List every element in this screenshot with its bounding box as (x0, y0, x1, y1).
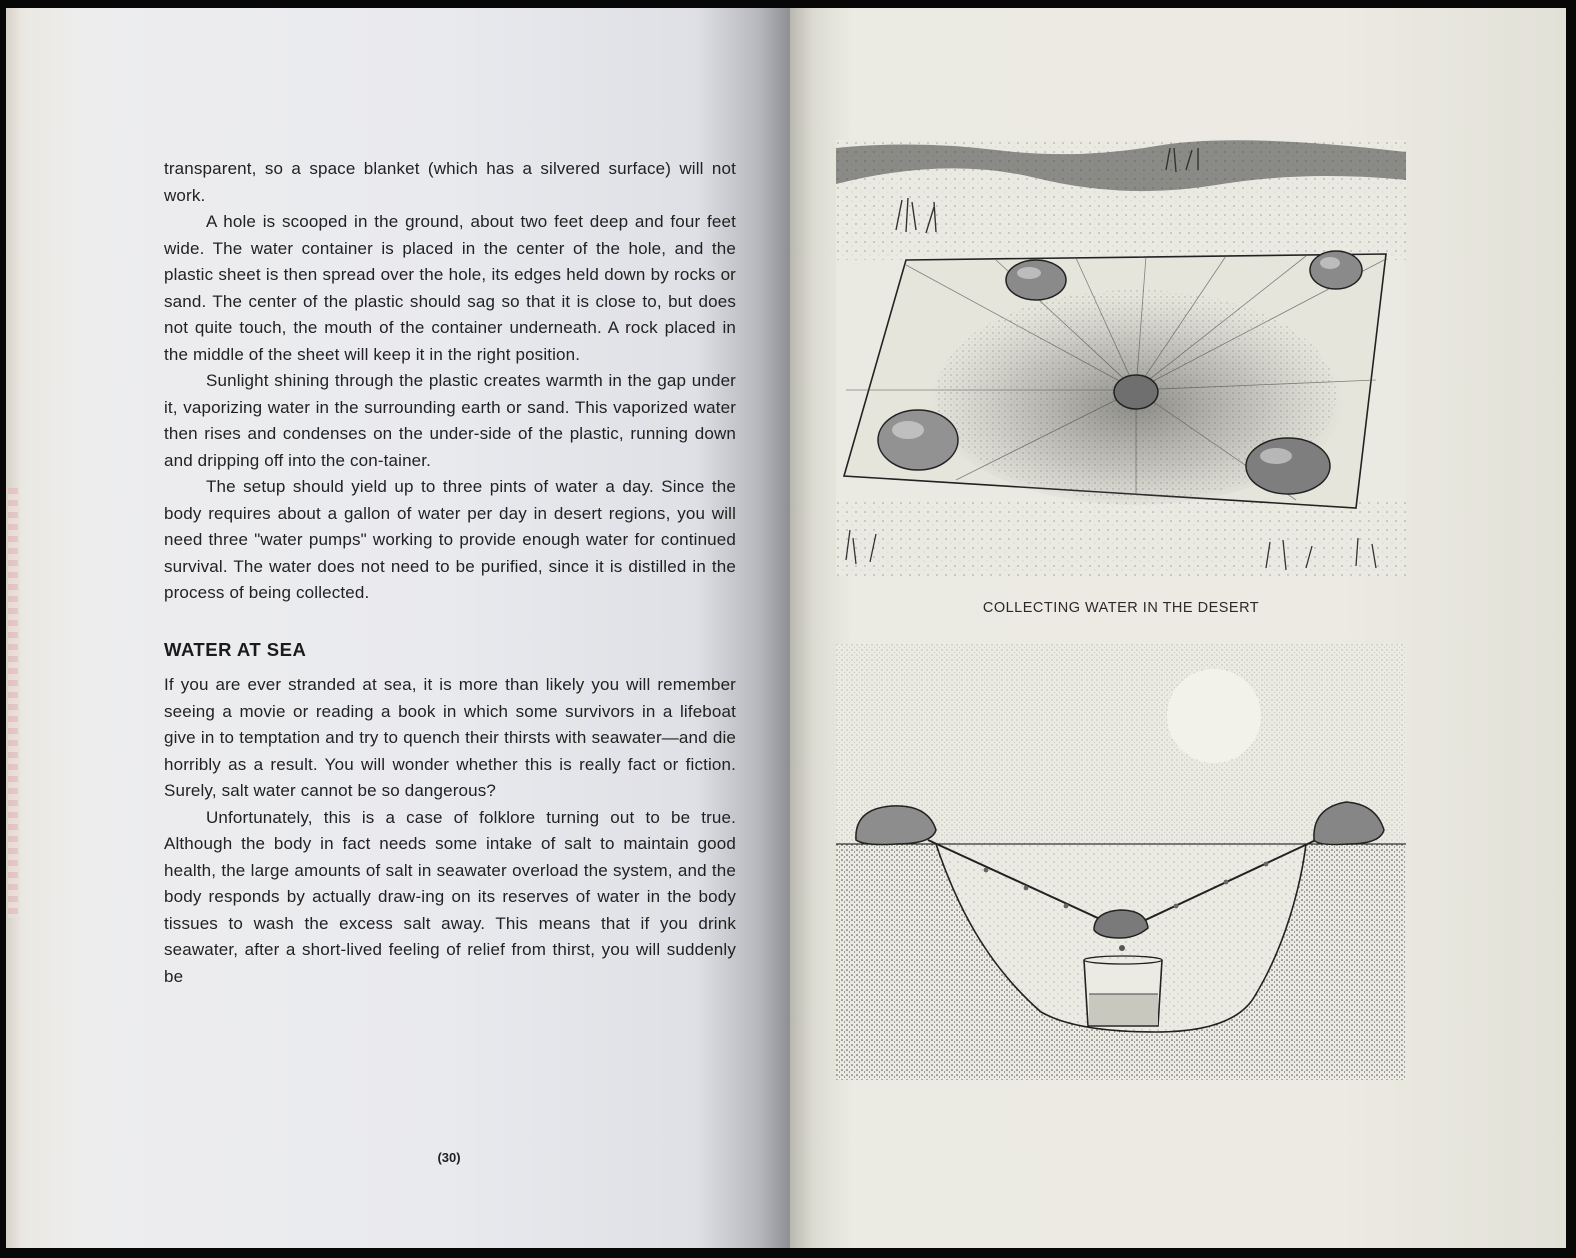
page-number: (30) (437, 1150, 461, 1165)
library-stamp (8, 488, 18, 918)
page-edge (6, 8, 22, 1248)
left-page (6, 8, 790, 1248)
paragraph: Sunlight shining through the plastic creates warmth in the gap under it, vaporizing water in the surrounding earth or sand. This vaporized water then rises and condenses on the under-side of the plastic, running down and dripping off into the con-tainer. (164, 371, 736, 470)
paragraph: transparent, so a space blanket (which has a silvered surface) will not work. (164, 159, 736, 205)
paragraph: The setup should yield up to three pints of water a day. Since the body requires about a gallon of water per day in desert regions, you will need three "water pumps" working to provide enough water for continued survival. The water does not need to be purified, since it is distilled in the process of being collected. (164, 477, 736, 602)
paragraph: Unfortunately, this is a case of folklore turning out to be true. Although the body in fact needs some intake of salt to maintain good health, the large amounts of salt in seawater overload the system, and the body responds by actually draw-ing on its reserves of water in the body tissues to wash the excess salt away. This means that if you drink seawater, after a short-lived feeling of relief from thirst, you will suddenly be (164, 807, 736, 986)
figure-caption: COLLECTING WATER IN THE DESERT (982, 600, 1260, 616)
desert-still-cross-section-illustration (836, 644, 1406, 1080)
desert-still-top-view-illustration (836, 140, 1406, 576)
paragraph: If you are ever stranded at sea, it is more than likely you will remember seeing a movie or reading a book in which some survivors in a lifeboat give in to temptation and try to quench their thirsts with seawater—and die horribly as a result. You will wonder whether this is really fact or fiction. Surely, salt water cannot be so dangerous? (164, 675, 736, 800)
paragraph: A hole is scooped in the ground, about two feet deep and four feet wide. The water container is placed in the center of the hole, and the plastic sheet is then spread over the hole, its edges held down by rocks or sand. The center of the plastic should sag so that it is close to, but does not quite touch, the mouth of the container underneath. A rock placed in the middle of the sheet will keep it in the right position. (164, 212, 736, 364)
body-text (164, 156, 736, 990)
section-heading: WATER AT SEA (164, 638, 307, 660)
